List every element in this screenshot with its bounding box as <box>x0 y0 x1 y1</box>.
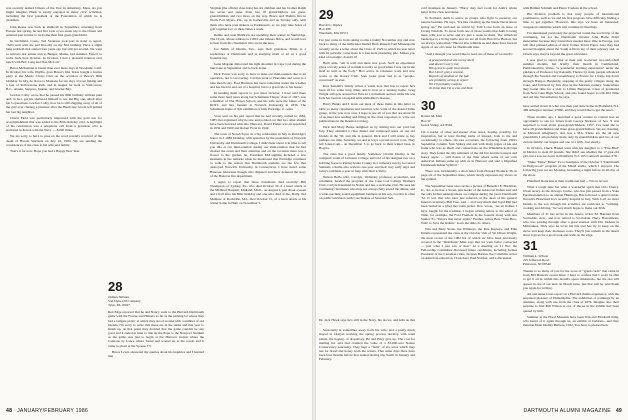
paragraph: I was glad to report that at their just re-elected two-and-a-half summer months, but briefly, their month in Cumberland, Pembrokeshire, Wales, "a wonderful learning experience" under the guidance of Professor Jay Kenneth, Thence by train, people advanced through the Sweden and Luxembourg to France for a barge trip down through Bangor, Burgundy, stopping at the pretty villages along the route, and followed by five days in the Alsatian country. Somewhere they found time for a visit to Lillian Bergeson, Class of graduated from New Glen High School, and also found hours to talk Old Time and old life. Nevertheless, he says. <box>523 57 619 100</box>
paragraph: The town of Norwich put on a big celebration in July in Partridge's honor in 2 1986 birthday, with speeches by the presidents of Norwich University and Dartmouth College. I didn't hear about it in time to tell you this at our mini-reunion during our mini-reunion that he had chaired the event and their attention and on the occasion there was a flower to the garden, he, President McLaughlin included a few moments in the remarks when he mentioned that Partridge continues to walk to the notion that Dartmouth students are the few that destroyed Norwich University in Connecticut. I have heard some Hanover historians though who disputed and have deferred the story of the Hanover fire department. <box>210 132 306 178</box>
left-column-2 <box>108 6 204 400</box>
paragraph: Seasonally is sometimes away from his wife, and a pretty much stayed in Oregon working the spring process develop with team plants, the haying, of dropsilvey. He and Fitzy give up. The cost for mailing list said that claimed the value of a $1,000-acre Nature Conservancy sanctuary. They kept a "farm" of six acres which they use for bread and honey from the waters. That same days there have been four months before that annual birding trip South in January and February. <box>319 328 415 362</box>
paragraph: In Portland, Anth is active in groups who fight to preserve our natural beauties. He says, "It's like cleaning up the Wash. Never know spring up." He enclosed an article by Tom Lowe from an issue of Living Wisdom. To quote from one of those poems that Anth is being there with you to write and it's just a week in them. The American landscape is a living battle and we are all from Harold to Boston, but we always welcomed." Harold also reminds us and these have been in Apple of our old cause for Dartmouth men. <box>421 16 517 50</box>
paragraph: Dick and Mary Burke delighted us by driving into our yard last July. They attended a class dinner and composed notes on our old friends in the '30, and life in general. Dick and I still relate to buy perhaps our time. Saturday, we and at ways a proud record to us. They left Jones-Com... on December 5 to go back to their winter base, in Bogota. <box>319 125 415 151</box>
paragraph: was recently named Citizen of the Year in Amesbury, Mass. As you might imagine, Hank is totally engaged in many civic activities, including the first president of the Foundation of which he is chairman. <box>6 6 102 23</box>
paragraph: Plainfield Rotarians at their traditional ball ... I'm on record. <box>527 178 609 183</box>
class-year-heading: 29 <box>319 7 334 22</box>
address-line: Box W <box>421 118 431 123</box>
paragraph: Harry Banks and I leave out most of these items in this letter or table so many classmates and relatives who write of the Round Table group, in the year now over. I hope to see all of you that are about 50 of us meet and reading and filling in the class responses to write our publications in the Reunion Catalog. <box>319 102 415 124</box>
paragraph: Virginia (the official class hats) has six children and her brother Ralph has seven and sister Peter has 18 grandchildren, ten great-grandchildren and two more on the way. Bruce and Thelma live in North Fort Myers, Fla., up in Gainesville and on Sunday only, with them who have pass makers or Parkinson's, so we play nine holes of golf together two or three times a week. <box>210 6 306 31</box>
right-column-2 <box>421 6 517 400</box>
paragraph: In October, Chuck Haskel went with his daughter to a "Fire-Bird" in Mexico to steal 20 pounds. She didn't see whether the 17-year-old girl, but a son are down in Plainfield, N.J. 165 Comwell Avenue, 078. <box>523 145 619 158</box>
address-line: Harold C. Ripley <box>319 23 343 27</box>
right-page-footer <box>524 408 622 414</box>
paragraph: with Helmut Schmidt and Pierre Trudeau in the school. <box>523 6 598 10</box>
class-secretary-address <box>523 254 619 266</box>
paragraph: What a tough time but what a wonderful spirit that Orlo Cherry. Owen Avery, as the Oswego Cruise, who has just passed from a Yoke Paramountiation to an annual Hinsboge. Has followed a quiet trouble, Nevada's Blanchard Ira's recently hospital in July. With it all, no more Dennis is the son through his activities are restricted to "walking, cooking and driving," he very much hopes to make our 60th. <box>523 184 619 210</box>
paragraph: Joe Smith of Oneida, Tex., says their grandson, Brian, is a sophomore at Dartmouth and is studying math or art in a good fraternal rug. <box>210 47 306 60</box>
paragraph: In sending them reports to you since October, I have said there some more hard news along but Schumann Thayer, class of 1927, was a member of The Thayer School, and his wife were the father of the ROTC and lure founder at Norwich University in 1836. The Schumann home of this exhibition of him, Partridge 11 cents. <box>210 90 306 112</box>
paragraph: I'm a reader of other secretaries' class notes, hoping, possibly, for inspiration, but at least finding items of interest, both to me and occasionally to others. On rare occasions, the following from 1929's September column. Sam Sidney and and with many pages of his and frank who was as much and connections on the Whistleback-Occupa story. They found the tidy remnants of the old law and the trousers and honey apple. ... still dozen of the time where some of our own American Indians came up with us in Hanover and said a Dignified Dartmouth Indian Symbol." <box>421 129 517 167</box>
class-secretary-address <box>421 114 517 126</box>
address-line: Tyler, PA 19047 <box>108 303 130 308</box>
poem-line: and doesn't worry me; <box>429 61 460 66</box>
page-number: 48 <box>6 408 13 414</box>
paragraph: The class has a good family. Somehow Charlie Dudley is the computer room of Lebanon College and told of his designer run on a hobbing horse to Pennsylvania County in a cemetery run by Governor Samuels. Charlie also reviews one-year and their very early days and today's residents a year so help with their activity. <box>319 152 415 173</box>
paragraph: Bruce Lewis answered my queries about his inquiries and I learned that <box>108 349 204 358</box>
paragraph: That's it for now. Hope you had a Happy New Year. <box>10 148 80 153</box>
paragraph: have settled down in what was their part time home in Plainfield, N.J. 469 Arlington Avenue, 07060, and they would like to get the news. <box>523 104 619 113</box>
page-number: 49 <box>615 408 622 414</box>
paragraph: His division problem is that busy people of international prominence, such as we and his five progress, have difficulty finding a time to get together. However, this says we have an interested, congested committee which will continue its meetings. <box>523 12 619 29</box>
class-secretary-address <box>319 23 415 35</box>
left-column-3 <box>210 6 306 400</box>
class-year-heading: 31 <box>523 237 538 253</box>
paragraph: Dr. Jack Hawk says he's still in the Navy, his doctor, and tells us that ... <box>319 318 415 327</box>
paragraph: "And I thought you would like to read one of these of Leonard's: <box>425 51 513 56</box>
poem-line: A graveyard and vile on my shelf <box>429 57 474 62</box>
left-column-1 <box>6 6 102 400</box>
address-line: Van Dyne Oil Company <box>108 299 141 304</box>
class-year-heading: 30 <box>421 98 436 114</box>
left-page <box>0 0 313 420</box>
paragraph: Members of 31 has arrive in the desert; writer Ed Hanauer from Scottsdale, Ariz., and now retired to Scottsdale. Harry Boerstmeier, who was passing through after a great reunion with Dot Ukhaus in Milwaukee. Dick says he loves his life and has try to keep on the move and keep their molasses roots. They'll just remain in the desert since it gives for a good soak and walk on the edge. <box>523 211 619 237</box>
paragraph: Stow sent on his part report that he had recently retired in 1984, 1985 that explained why he saw and pointed out that two other alumni have been honored with this. Hanover, David Fisher was an appointed in 1932 and 1960 and Robert Frost in 1942. <box>210 113 306 131</box>
issue-date: JANUARY/FEBRUARY 1986 <box>17 408 88 414</box>
address-line: 225 Jefferson Road <box>523 257 550 262</box>
paragraph: Red Edge reported that he and Nancy went to the Harvard-Dartmouth game with the Fowne and Hainers as far as the parking lot where they had a tailgate picnic at which they stood around with a number of old friends. I'm sorry to write that these are in the ranks and this year to finish up. At that point they decided that the game couldn't be any good and it ended in time to ride up the Pope to the Newport Stadium as the game was just to begin at the Hanover station where the Cannons by Lance where found and wound up at his condo and it came to about at the Spouse TV. <box>108 310 204 348</box>
paragraph: cold malaiseu in January. "Harry may feel room for Anth's whole letter in the class newsletter. <box>421 6 517 15</box>
paragraph: I've just come in from raking rooms a balmy November day and now back to many of the midwinter mailed Herb Russell from Minneapolis recently wrote a letter about the Class of 1929 to which he was letter with its periodic corrections is a four-hole plastering pile. Makes you kind of nostalgic, doesn't it? <box>319 38 415 59</box>
paragraph: I've mentioned previously the projected round-the-world trip of the continuing, but for the Dartmouth traveler John Hains didn't materialize because they found they needed more time in Europe, you will find planned edition of their former Travel Paper. Also they had second thoughts about the South African leg of their odyssey and, as Chuck says, they're beyond the great adventure. <box>523 30 619 56</box>
poem-excerpt <box>429 58 517 91</box>
address-line: Osmun Skinner <box>108 295 130 299</box>
poem-line: To think that I'm a wise old bird. <box>429 86 473 91</box>
paragraph: Gene Magann dislocated his right shoulder in Cape Cod during the hurricane in September and is back home. <box>210 61 306 71</box>
poem-line: His grave is quite inscrutable, <box>429 65 470 70</box>
paragraph: The September issue also carries a picture of Benedict E. Hardman, Jr., '44, as he has, a Sioux, tent leader of the Aristocrat Indian tour and the only Indian undergraduate on campus during the years Dartmouth '32. It was that who later just referred, at the dead of his general funeral ceremony, Phil Tree, said ... and very much that loyal Phil had been buried in a (the) moccasin jacket. Rev. wrote, "As an Indian, I have fought for the tradition. I began writing letters to the editor of Time, for example, the Fold Fremont in the Gazette along with Ave Snider '31. "Dave's that never again," Further, writes Ben, "Vote-Hoo-Wah! to Save the Indian." Gave me time, do others. <box>421 183 517 226</box>
paragraph: There was, incidentally, a short letter from Howard Plotnick '38 on page six of the September issue, which nicely expresses my views on the symbol. <box>421 169 517 182</box>
paragraph: Summer at the Hood Museum have been Win and Elizabeth King, who heard of it again through us, an exhibit of fashions—and they mention Dean Dudley Berbers, 1932. You have to pleased hear <box>523 314 619 327</box>
paragraph: Gordon Colby wrote that he passed his 80th birthday without pain and, in fact, got his sheltered himself to see the Big one, albeit after his 5 operations. Gordon Colby, how he is still slugging away of all of the golf ever chasing a pleasure after the Hurricane Gloria left behind her last big neighbor. <box>6 92 102 114</box>
address-line: Robert M. Marr <box>421 114 443 119</box>
paragraph: Win and Betty Stone, the Whitneys, the Pete Dayleys, and Ellie Danels represented the class at the October visit of Sir Oliver Wright, the most recent of the 1982 list of which we have been previously covered in the "Distribute" Miss says that we were better connected — just what I just saw at that." At a meeting on 21 Nov the Fellowship Committee discussed future candidates, including former President of the Canadian cities, Jacques Barzun, the Columbia writer on American education, Clark Kerr, Paul Volcker, and a discussion <box>421 227 517 261</box>
poem-line: Reports of wisdom or the fate <box>429 74 470 79</box>
address-line: Wareham, MA 02571 <box>319 31 349 36</box>
right-column-3 <box>523 6 619 400</box>
paragraph: Dick Foster was sorry to have to miss our mini-reunion due to an operation, but is recovering. Carolyn went to Honolulu and went to a nine month stay. Fred Harrison has been somewhat under the weather and has been in and out of a hospital, but is a great ride to his house. <box>210 72 306 89</box>
address-line: William L. Wilson <box>523 253 549 258</box>
paragraph: John Reuss was back in Oshkosh in September, returning from Europe last spring, he and Dot took a two-week trip to the Orient and returned just in time to welcome their first great-grandchild. <box>6 24 102 37</box>
paragraph: Remie and Jean Philbrick are spending their winter in Sturbridge. The Clyde, whose address is 2180 Lake Odessa Drive, and would love to hear from his classmates who are in the area. <box>210 32 306 46</box>
paragraph: Herb adds, "All is well and there was good. Such an experience gives a lovely sense of warmth is really so good when I was out in the field as well as the body." He's active in volunteer work and now works at the Rotary Club. Stan looks great and is as "people-concerned" as ever. <box>319 61 415 82</box>
poem-line: Yet I'll probably confess, <box>429 82 463 87</box>
paragraph: Kiss Kendall's family writes a warm note that has to report he's been ill for some long times and is now at a nursing home. Greg Wright still gets around but lives in a retirement section while his son Jack has been in a hospital with Alzheimer's disease. <box>319 83 415 101</box>
right-page <box>315 0 628 420</box>
class-year-heading: 28 <box>108 279 123 294</box>
paragraph: Nelson Bell's wife, Carolyn, Wellesley professor, economist, and columnist, headed the program of the Cape Cod College Women's Club. Carlyle Kneeland in Noble and has a welcome visit. He sees his continuing classmates who may not always fully attend the dinner, and a wide-reaching sound equipment business in his son, Gordon is often on public television with Conclusions of Seasonal Salt. <box>319 174 415 200</box>
paragraph: Chuck Field was particularly impressed with the gold star for accomplishment that was added to his 80th birthday card. A highlight of his celebration was a telephone call from a grandson who is stationed in Kawai with the Navy — 8,000 miles. <box>6 115 102 133</box>
class-secretary-address <box>108 295 204 307</box>
right-column-1-lower <box>319 318 415 400</box>
left-page-footer <box>6 408 88 414</box>
poem-line: But I don't give a sesame, <box>429 70 464 74</box>
paragraph: Ali and Anna Jones report on a Harvard-theme experience, with the surprised pleasure of Philadelphia. The exhibition of paintings by an alumnus, along with one from the class of 1876. Imagine also their surprise to find Bill Wilson at one of the us in the exhibit had been quoted by him. <box>523 291 619 313</box>
poem-line: are probably wrong to report <box>429 78 469 83</box>
paragraph: In Litchfield, Conn., Ted Swanson took part in hand to report, "All's well with me and Dorothy on my 82d birthday. Have a slight lung problem that started four years ago but still get around. We went to Arizona last winter and to Bangor, Maine, last summer. Expect to come back here October. In October, I had a pleasant reunion over lunch with Bob Long and Don McColl." <box>6 39 102 64</box>
address-line: Box 286 <box>319 27 331 32</box>
address-line: Princeton, NJ 08540 <box>523 262 551 266</box>
paragraph: Bruce McKennan is busier than ever these days in Woodside, Calif. In October, his wife, Phyllis, gave Bruce's first Texas bought a festive party at the Menlo Circus Club on the occasion of Bruce's 80th birthday. In July, he drove to Montana for ten days of trout fishing and a tour of Yellowstone Park, and in August he went to VanCouver, B.C., Alaska, Sapporo, Juneau, and Glacier Bay. <box>6 66 102 91</box>
paragraph: We are sorry to have to pass on the word recently received of the death of Harold Starbuck on July 22, 1984. We are sending the condolences of the class to his wife and family. <box>6 134 102 147</box>
paragraph: "Duke "Duke" Bitter" Two classmates of the October 5 "Dartmouth in Hollywood" program at the MGM studio, which I enjoyed. The following year we are Monday, recreating a night before an all-day of the show. <box>523 160 619 177</box>
paragraph: Three months ago, I launched a great contest to contest had an opportunity to ask for letters from George Nickson, of Sea. "I was surprised to read about great-grandchildren, 1957. I've been the to have 28 grandchildren and three great-grandchildren. We are cheating, as Maxwell Allegheny's dad, has a MA. These are the all new grandchild, I am probably made only by grandchildren and two of our current family: our largest and one of a fifth - but shortly. <box>523 114 619 144</box>
paragraph: I regret to report that three classmates died recently: Bill Thompson, of Sydney, Pa., who died October 30 of a heart attack at the Midland Hospital, Midland, Mich., on August 2, just about a week and a half after his 80th birthday and one who died of me, Dolly. Ted Mulhare of Rockville, Md., died October 15, of a heart attack at his winter home in Hull, on November 5. <box>210 179 306 205</box>
magazine-title: DARTMOUTH ALUMNI MAGAZINE <box>523 408 611 414</box>
address-line: Green Valley, AZ 8562 <box>421 122 453 127</box>
paragraph: Thanks to so many of you for the score of "green cards" that came in from Bill Brazen's recent letter. I have to confess that I won't be able to get it all in within this month's space limitations, but the rest will appear in one of our next. In March issue, late that will be. And thank you again for writing. <box>523 269 619 290</box>
